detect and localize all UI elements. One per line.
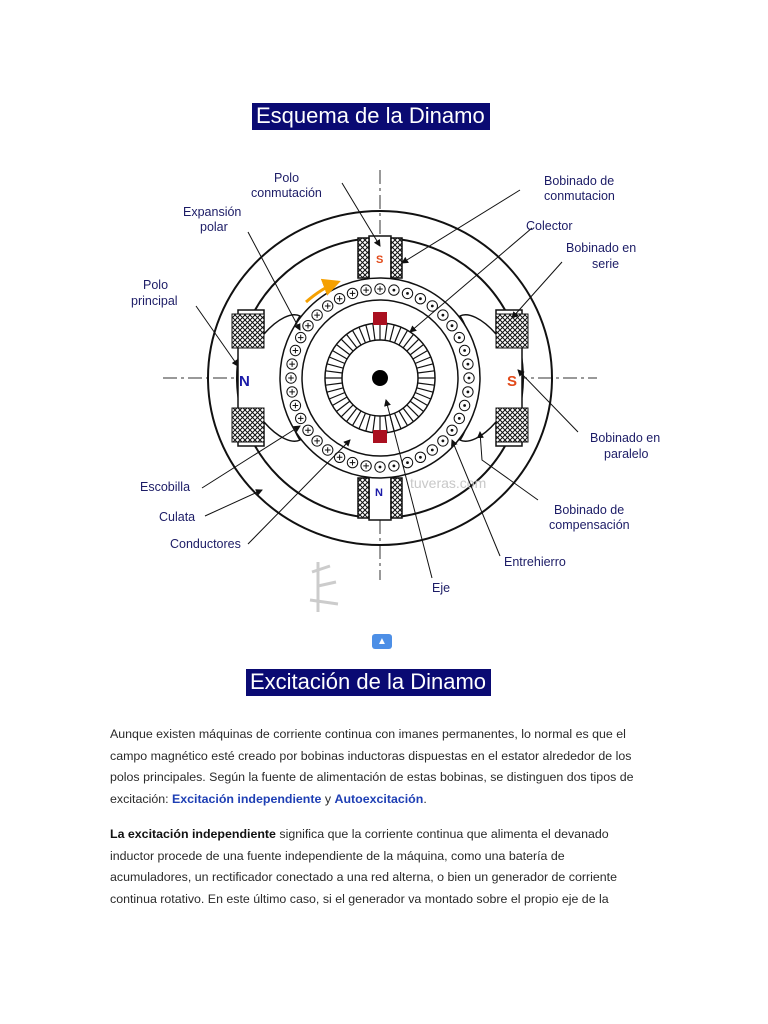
schema-title: Esquema de la Dinamo: [252, 103, 490, 130]
paragraph-independent: [110, 824, 640, 910]
commutator-colector: [325, 323, 435, 433]
label-entrehierro: Entrehierro: [504, 555, 566, 569]
pole-bottom-letter: N: [375, 487, 383, 499]
label-polo-conmutacion-1: Polo: [274, 171, 300, 185]
label-polo-principal-1: Polo: [143, 278, 169, 292]
up-arrow-icon[interactable]: ▲: [372, 634, 392, 649]
label-bobinado-serie-1: Bobinado en: [566, 241, 637, 255]
label-polo-conmutacion-2: conmutación: [251, 186, 322, 200]
excitation-title: Excitación de la Dinamo: [246, 669, 491, 696]
link-excitacion-independiente[interactable]: Excitación independiente: [171, 791, 322, 806]
label-polo-principal-2: principal: [131, 294, 178, 308]
label-conductores: Conductores: [170, 537, 241, 551]
label-culata: Culata: [159, 510, 196, 524]
label-colector: Colector: [526, 219, 573, 233]
watermark-logo: [310, 562, 338, 612]
paragraph-independent-text: significa que la corriente continua que alimenta el devanado inductor procede de una fuente independiente de la máquina, como una batería de acumuladores, un rectificador conectado a una red alterna, o bien un generador de corriente continua rotativo. En este último caso, si el generador va montado sobre el propio eje de la: [110, 827, 617, 906]
paragraph-intro-end: .: [423, 791, 427, 806]
label-bobinado-conmutacion-2: conmutacion: [544, 189, 615, 203]
label-bobinado-paralelo-1: Bobinado en: [590, 431, 661, 445]
paragraph-intro-and: y: [321, 791, 335, 806]
paragraph-independent-strong: La excitación independiente: [110, 827, 276, 841]
pole-top-letter: S: [376, 254, 384, 266]
label-bobinado-paralelo-2: paralelo: [604, 447, 649, 461]
label-bobinado-compensacion-1: Bobinado de: [554, 503, 625, 517]
dynamo-diagram: [0, 140, 768, 625]
pole-right-letter: S: [507, 373, 518, 390]
label-escobilla: Escobilla: [140, 480, 191, 494]
label-expansion-polar-2: polar: [200, 220, 228, 234]
label-bobinado-compensacion-2: compensación: [549, 518, 630, 532]
link-autoexcitacion[interactable]: Autoexcitación: [334, 791, 424, 806]
label-bobinado-conmutacion-1: Bobinado de: [544, 174, 615, 188]
label-eje: Eje: [432, 581, 451, 595]
paragraph-intro: [110, 724, 640, 810]
pole-left-letter: N: [239, 373, 250, 390]
watermark: tuveras.com: [410, 475, 487, 491]
label-expansion-polar-1: Expansión: [183, 205, 242, 219]
paragraph-intro-text: Aunque existen máquinas de corriente continua con imanes permanentes, lo normal es que el campo magnético esté creado por bobinas inductoras dispuestas en el estator alrededor de los polos principales. Según la fuente de alimentación de estas bobinas, se distinguen dos tipos de excitación:: [110, 727, 634, 806]
label-bobinado-serie-2: serie: [592, 257, 620, 271]
